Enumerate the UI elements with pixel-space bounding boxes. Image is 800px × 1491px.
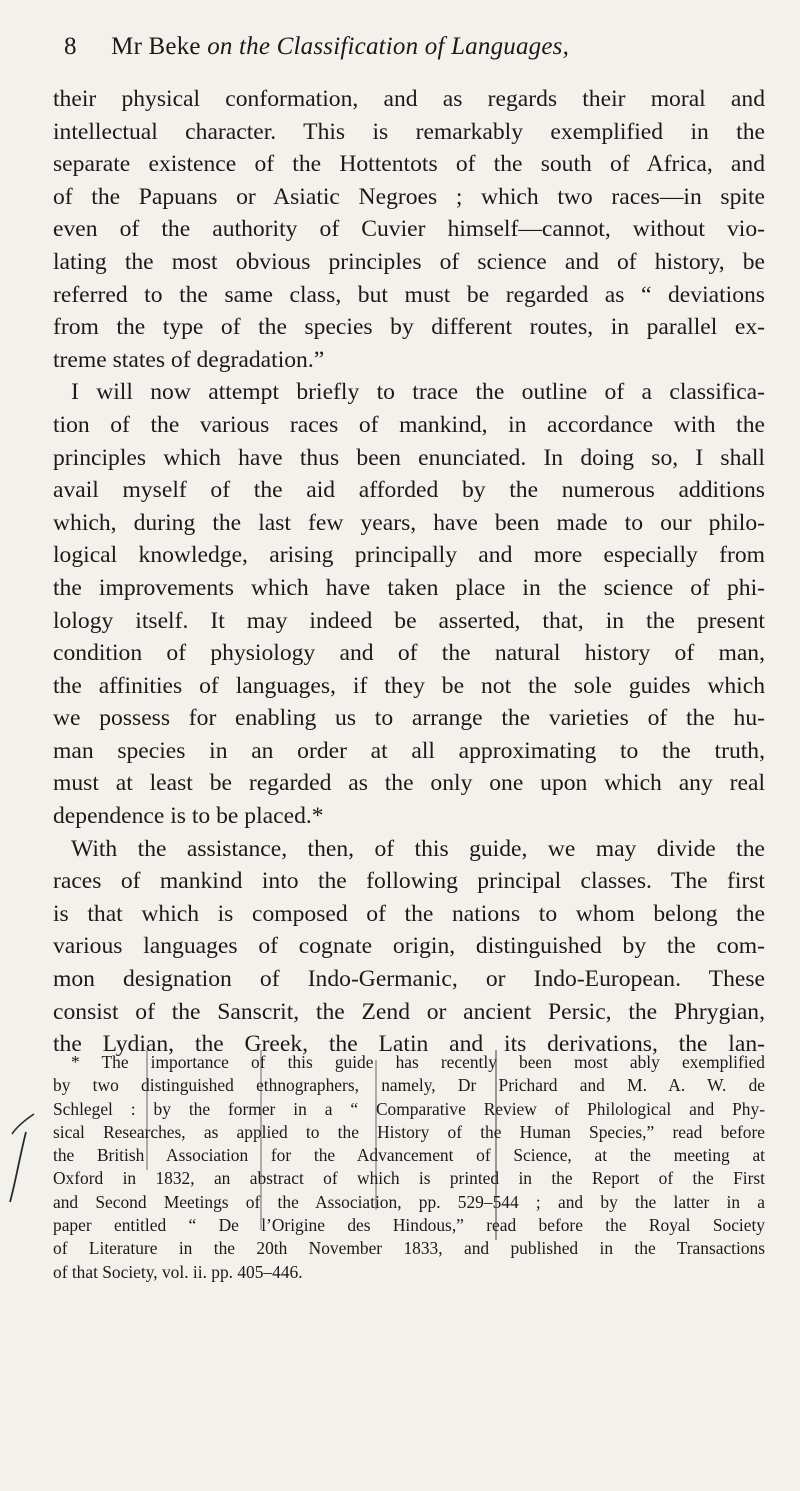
footnote-line: Oxford in 1832, an abstract of which is printed in the Report of the First [53, 1168, 765, 1189]
text-line: principles which have thus been enunciated. In doing so, I shall [53, 444, 765, 471]
pencil-bracket-mark [4, 1110, 38, 1205]
fold-line [375, 1060, 377, 1210]
text-line: referred to the same class, but must be regarded as “ deviations [53, 281, 765, 308]
header-author: Mr Beke [111, 33, 201, 60]
text-line: lating the most obvious principles of science and of history, be [53, 248, 765, 275]
main-text [53, 83, 765, 1061]
text-line: intellectual character. This is remarkably exemplified in the [53, 118, 765, 145]
running-header [64, 33, 764, 61]
text-line: the affinities of languages, if they be not the sole guides which [53, 672, 765, 699]
text-line: must at least be regarded as the only one upon which any real [53, 770, 765, 797]
footnote-line: by two distinguished ethnographers, namely, Dr Prichard and M. A. W. de [53, 1075, 765, 1096]
footnote-line: of Literature in the 20th November 1833, and published in the Transactions [53, 1238, 765, 1259]
text-line: lology itself. It may indeed be asserted, that, in the present [53, 607, 765, 634]
text-line: logical knowledge, arising principally and more especially from [53, 542, 765, 569]
text-line: their physical conformation, and as regards their moral and [53, 86, 765, 112]
text-line: dependence is to be placed.* [53, 803, 324, 830]
text-line: even of the authority of Cuvier himself—cannot, without vio- [53, 216, 765, 243]
text-line: of the Papuans or Asiatic Negroes ; which two races—in spite [53, 183, 765, 210]
text-line: man species in an order at all approximating to the truth, [53, 737, 765, 764]
text-line: from the type of the species by different routes, in parallel ex- [53, 314, 765, 341]
footnote-line: the British Association for the Advancement of Science, at the meeting at [53, 1145, 765, 1166]
fold-line [495, 1050, 497, 1240]
footnote-line: sical Researches, as applied to the History of the Human Species,” read before [53, 1121, 765, 1142]
text-line: the Lydian, the Greek, the Latin and its derivations, the lan- [53, 1031, 765, 1058]
text-line: is that which is composed of the nations to whom belong the [53, 900, 765, 927]
text-line: we possess for enabling us to arrange the varieties of the hu- [53, 705, 765, 732]
header-title: on the Classification of Languages, [207, 33, 570, 60]
text-line: tion of the various races of mankind, in accordance with the [53, 411, 765, 438]
text-line: which, during the last few years, have been made to our philo- [53, 509, 765, 536]
footnote-line: * The importance of this guide has recently been most ably exemplified [71, 1052, 765, 1072]
fold-line [146, 1050, 148, 1170]
footnote-line: and Second Meetings of the Association, pp. 529–544 ; and by the latter in a [53, 1191, 765, 1212]
footnote [53, 1051, 765, 1284]
footnote-line: paper entitled “ De l’Origine des Hindous,” read before the Royal Society [53, 1215, 765, 1236]
footnote-line: of that Society, vol. ii. pp. 405–446. [53, 1261, 303, 1282]
text-line: With the assistance, then, of this guide, we may divide the [71, 835, 765, 862]
fold-line [260, 1050, 262, 1230]
text-line: consist of the Sanscrit, the Zend or ancient Persic, the Phrygian, [53, 998, 765, 1025]
page-number: 8 [64, 33, 77, 60]
text-line: the improvements which have taken place in the science of phi- [53, 574, 765, 601]
text-line: various languages of cognate origin, distinguished by the com- [53, 933, 765, 960]
text-line: I will now attempt briefly to trace the outline of a classifica- [71, 379, 765, 406]
text-line: condition of physiology and of the natural history of man, [53, 640, 765, 667]
text-line: avail myself of the aid afforded by the numerous additions [53, 477, 765, 504]
text-line: races of mankind into the following principal classes. The first [53, 868, 765, 895]
text-line: treme states of degradation.” [53, 346, 325, 373]
text-line: mon designation of Indo-Germanic, or Indo-European. These [53, 966, 765, 993]
footnote-line: Schlegel : by the former in a “ Comparative Review of Philological and Phy- [53, 1098, 765, 1119]
text-line: separate existence of the Hottentots of the south of Africa, and [53, 151, 765, 178]
